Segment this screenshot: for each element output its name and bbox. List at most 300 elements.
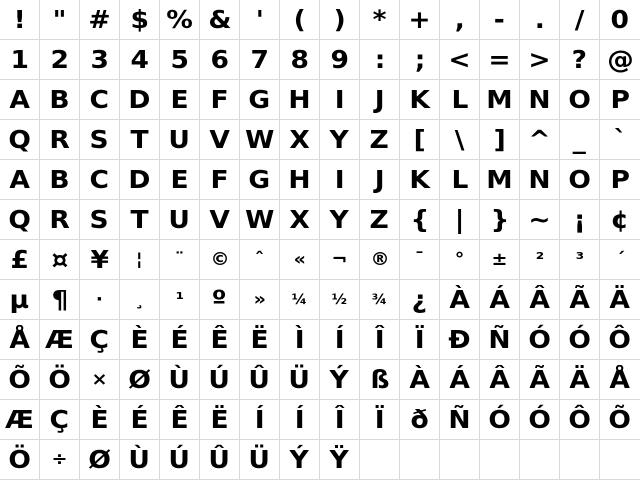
latin-small-h: H [288, 165, 311, 194]
less-than-sign: < [448, 45, 471, 74]
registered-sign: ® [369, 248, 390, 270]
digit-four: 4 [130, 45, 149, 74]
latin-small-i-diaeresis: Ï [374, 405, 385, 434]
latin-capital-p: P [610, 85, 630, 114]
percent-sign: % [166, 5, 193, 34]
glyph-cell [200, 40, 240, 80]
glyph-cell [560, 0, 600, 40]
glyph-cell [480, 0, 520, 40]
glyph-cell [280, 360, 320, 400]
latin-small-w: W [244, 205, 275, 234]
masculine-ordinal: º [212, 285, 227, 314]
glyph-cell [280, 120, 320, 160]
glyph-cell [600, 400, 640, 440]
glyph-cell [200, 120, 240, 160]
glyph-cell [240, 160, 280, 200]
vertical-line: | [454, 205, 465, 234]
latin-capital-w: W [244, 125, 275, 154]
broken-bar: ¦ [136, 248, 143, 270]
glyph-cell [360, 400, 400, 440]
glyph-cell [120, 440, 160, 480]
digit-five: 5 [170, 45, 189, 74]
comma: , [454, 5, 465, 34]
glyph-cell [0, 280, 40, 320]
exclamation-mark: ! [13, 5, 26, 34]
glyph-cell [400, 120, 440, 160]
glyph-cell [280, 80, 320, 120]
glyph-cell [80, 0, 120, 40]
glyph-cell [240, 120, 280, 160]
glyph-cell [0, 400, 40, 440]
latin-capital-a-circumflex: Â [529, 285, 550, 314]
latin-capital-h: H [288, 85, 311, 114]
glyph-cell [520, 0, 560, 40]
latin-capital-i-circumflex: Î [374, 325, 385, 354]
glyph-cell [560, 120, 600, 160]
latin-small-a: A [9, 165, 30, 194]
latin-small-n: N [528, 165, 551, 194]
glyph-cell [480, 120, 520, 160]
glyph-cell [80, 320, 120, 360]
glyph-cell [440, 280, 480, 320]
latin-small-l: L [451, 165, 468, 194]
glyph-cell [600, 200, 640, 240]
glyph-cell [440, 200, 480, 240]
latin-small-b: B [49, 165, 70, 194]
glyph-cell [320, 240, 360, 280]
pilcrow-sign: ¶ [51, 285, 68, 314]
latin-small-d: D [128, 165, 151, 194]
digit-zero: 0 [610, 5, 630, 34]
glyph-cell [400, 40, 440, 80]
latin-small-g: G [248, 165, 271, 194]
asterisk: * [372, 5, 387, 34]
glyph-cell [560, 80, 600, 120]
glyph-cell [560, 320, 600, 360]
left-square-bracket: [ [413, 125, 426, 154]
latin-small-u: U [168, 205, 191, 234]
glyph-cell [40, 40, 80, 80]
superscript-two: ² [535, 248, 544, 270]
latin-capital-a-grave: À [449, 285, 470, 314]
latin-capital-a-tilde: Ã [569, 285, 590, 314]
glyph-cell [80, 440, 120, 480]
latin-capital-o-stroke: Ø [128, 365, 151, 394]
glyph-cell [200, 280, 240, 320]
glyph-cell [280, 440, 320, 480]
low-line: _ [572, 125, 587, 154]
latin-small-o: O [568, 165, 591, 194]
latin-capital-ae: Æ [45, 325, 74, 354]
glyph-cell [0, 120, 40, 160]
glyph-cell [400, 240, 440, 280]
latin-capital-z: Z [369, 125, 390, 154]
latin-small-o-tilde: Õ [608, 405, 632, 434]
glyph-cell [80, 360, 120, 400]
glyph-cell [0, 40, 40, 80]
semicolon: ; [414, 45, 425, 74]
glyph-cell [160, 0, 200, 40]
glyph-cell [160, 160, 200, 200]
macron: ¯ [414, 248, 425, 270]
glyph-cell [240, 400, 280, 440]
latin-small-p: P [610, 165, 630, 194]
reverse-solidus: \ [454, 125, 465, 154]
glyph-cell [520, 280, 560, 320]
glyph-cell [40, 320, 80, 360]
glyph-cell [520, 200, 560, 240]
vulgar-fraction-one-quarter: ¼ [291, 291, 308, 308]
glyph-cell [600, 40, 640, 80]
pound-sign: £ [10, 245, 29, 274]
glyph-cell [160, 120, 200, 160]
latin-capital-u-acute: Ú [208, 365, 231, 394]
glyph-cell [240, 440, 280, 480]
latin-small-i-circumflex: Î [334, 405, 345, 434]
latin-capital-n-tilde: Ñ [488, 325, 511, 354]
glyph-cell [320, 320, 360, 360]
latin-capital-v: V [209, 125, 230, 154]
glyph-cell [40, 80, 80, 120]
latin-capital-u: U [168, 125, 191, 154]
glyph-cell [200, 80, 240, 120]
right-double-angle-quote: » [253, 288, 266, 310]
glyph-cell [400, 80, 440, 120]
glyph-cell [520, 320, 560, 360]
latin-small-s: S [89, 205, 110, 234]
glyph-cell [480, 360, 520, 400]
glyph-cell [160, 320, 200, 360]
latin-small-eth: ð [410, 405, 429, 434]
number-sign: # [88, 5, 111, 34]
glyph-cell [160, 400, 200, 440]
glyph-cell [120, 200, 160, 240]
glyph-cell [360, 40, 400, 80]
latin-capital-i-acute: Í [334, 325, 345, 354]
right-square-bracket: ] [493, 125, 506, 154]
latin-capital-b: B [49, 85, 70, 114]
latin-capital-a-ring: Å [9, 325, 30, 354]
glyph-cell [280, 240, 320, 280]
latin-small-m: M [486, 165, 513, 194]
colon: : [374, 45, 385, 74]
latin-small-e-acute: É [130, 405, 149, 434]
hyphen-minus: - [493, 5, 505, 34]
glyph-cell [480, 160, 520, 200]
glyph-cell [600, 360, 640, 400]
latin-capital-o-acute: Ó [528, 325, 551, 354]
glyph-cell [160, 200, 200, 240]
not-sign: ¬ [331, 248, 348, 270]
glyph-cell [280, 400, 320, 440]
glyph-cell [480, 320, 520, 360]
latin-capital-m: M [486, 85, 513, 114]
latin-small-c-cedilla: Ç [49, 405, 70, 434]
vulgar-fraction-one-half: ½ [331, 291, 348, 308]
latin-small-a-diaeresis: Ä [569, 365, 590, 394]
glyph-cell [280, 160, 320, 200]
glyph-cell [80, 120, 120, 160]
latin-capital-u-grave: Ù [168, 365, 191, 394]
latin-capital-x: X [289, 125, 310, 154]
glyph-cell [400, 0, 440, 40]
apostrophe: ' [255, 5, 264, 34]
latin-small-i-acute: Í [254, 405, 265, 434]
multiplication-sign: × [91, 368, 108, 390]
glyph-cell [80, 240, 120, 280]
latin-capital-s: S [89, 125, 110, 154]
latin-small-v: V [209, 205, 230, 234]
glyph-cell [440, 320, 480, 360]
glyph-cell [120, 40, 160, 80]
latin-capital-q: Q [8, 125, 31, 154]
glyph-cell [360, 320, 400, 360]
latin-small-o-acute: Ó [528, 405, 551, 434]
glyph-cell [240, 280, 280, 320]
glyph-cell [200, 240, 240, 280]
latin-capital-c-cedilla: Ç [89, 325, 110, 354]
glyph-cell [280, 200, 320, 240]
plus-minus-sign: ± [491, 248, 508, 270]
glyph-cell [160, 360, 200, 400]
superscript-one: ¹ [175, 288, 184, 310]
glyph-cell [520, 440, 560, 480]
glyph-cell [560, 360, 600, 400]
glyph-cell [600, 80, 640, 120]
glyph-cell [520, 160, 560, 200]
superscript-three: ³ [575, 248, 584, 270]
latin-small-f: F [210, 165, 229, 194]
glyph-cell [360, 0, 400, 40]
glyph-cell [0, 320, 40, 360]
glyph-cell [560, 280, 600, 320]
greater-than-sign: > [528, 45, 551, 74]
latin-capital-f: F [210, 85, 229, 114]
latin-capital-y: Y [329, 125, 350, 154]
left-double-angle-quote: « [293, 248, 306, 270]
latin-small-i-acute-2: Í [294, 405, 305, 434]
glyph-cell [240, 80, 280, 120]
glyph-cell [560, 440, 600, 480]
glyph-cell [440, 120, 480, 160]
ampersand: & [207, 5, 232, 34]
glyph-cell [280, 40, 320, 80]
copyright-sign: © [209, 248, 230, 270]
glyph-cell [320, 400, 360, 440]
glyph-cell [400, 280, 440, 320]
cent-sign: ¢ [610, 205, 630, 234]
latin-capital-o-circumflex: Ô [608, 325, 632, 354]
glyph-cell [200, 320, 240, 360]
glyph-cell [320, 440, 360, 480]
glyph-cell [160, 240, 200, 280]
glyph-cell [280, 320, 320, 360]
glyph-cell [440, 440, 480, 480]
latin-small-i: I [334, 165, 345, 194]
glyph-cell [160, 40, 200, 80]
latin-small-o-stroke: Ø [88, 445, 111, 474]
glyph-cell [400, 400, 440, 440]
glyph-cell [200, 400, 240, 440]
glyph-cell [600, 160, 640, 200]
latin-small-k: K [409, 165, 430, 194]
glyph-cell [480, 400, 520, 440]
tilde: ~ [528, 205, 551, 234]
glyph-cell [160, 440, 200, 480]
glyph-cell [120, 80, 160, 120]
latin-capital-e-circumflex: Ê [210, 325, 229, 354]
latin-capital-o: O [568, 85, 591, 114]
right-parenthesis: ) [333, 5, 346, 34]
quotation-mark: " [52, 5, 67, 34]
latin-capital-d: D [128, 85, 151, 114]
glyph-cell [240, 240, 280, 280]
glyph-cell [600, 0, 640, 40]
glyph-cell [280, 0, 320, 40]
equals-sign: = [488, 45, 511, 74]
diaeresis: ¨ [174, 248, 185, 270]
glyph-cell [360, 280, 400, 320]
latin-capital-i: I [334, 85, 345, 114]
latin-capital-e: E [170, 85, 189, 114]
vulgar-fraction-three-quarters: ¾ [371, 291, 388, 308]
glyph-cell [400, 200, 440, 240]
latin-small-u-grave: Ù [128, 445, 151, 474]
modifier-circumflex: ˆ [254, 248, 265, 270]
glyph-cell [600, 120, 640, 160]
digit-two: 2 [50, 45, 69, 74]
latin-capital-eth: Ð [448, 325, 471, 354]
glyph-cell [120, 240, 160, 280]
glyph-cell [80, 200, 120, 240]
glyph-cell [40, 360, 80, 400]
glyph-cell [80, 160, 120, 200]
latin-small-y-diaeresis: Ÿ [329, 445, 350, 474]
digit-six: 6 [210, 45, 229, 74]
latin-capital-j: J [374, 85, 385, 114]
latin-small-a-tilde: Ã [529, 365, 550, 394]
glyph-cell [0, 0, 40, 40]
question-mark: ? [571, 45, 588, 74]
latin-small-a-acute: Á [449, 365, 470, 394]
glyph-cell [400, 440, 440, 480]
glyph-cell [560, 40, 600, 80]
glyph-cell [40, 0, 80, 40]
glyph-cell [440, 160, 480, 200]
latin-small-sharp-s: ß [369, 365, 390, 394]
degree-sign: ° [454, 248, 465, 270]
glyph-cell [40, 200, 80, 240]
latin-small-z: Z [369, 205, 390, 234]
latin-small-c: C [89, 165, 110, 194]
latin-small-y: Y [329, 205, 350, 234]
latin-capital-e-acute: É [170, 325, 189, 354]
left-parenthesis: ( [293, 5, 306, 34]
glyph-cell [440, 40, 480, 80]
glyph-cell [0, 80, 40, 120]
glyph-cell [320, 40, 360, 80]
glyph-cell [120, 0, 160, 40]
micro-sign: µ [9, 285, 30, 314]
currency-sign: ¤ [51, 245, 68, 274]
latin-capital-e-grave: È [130, 325, 149, 354]
glyph-cell [320, 200, 360, 240]
latin-small-n-tilde: Ñ [448, 405, 471, 434]
glyph-cell [80, 80, 120, 120]
glyph-cell [360, 240, 400, 280]
glyph-cell [320, 360, 360, 400]
latin-capital-n: N [528, 85, 551, 114]
glyph-cell [440, 0, 480, 40]
commercial-at: @ [606, 45, 634, 74]
glyph-cell [360, 80, 400, 120]
glyph-cell [480, 200, 520, 240]
glyph-cell [240, 200, 280, 240]
latin-capital-u-circumflex: Û [248, 365, 271, 394]
glyph-cell [440, 240, 480, 280]
solidus: / [574, 5, 585, 34]
latin-capital-o-diaeresis: Ö [48, 365, 71, 394]
division-sign: ÷ [51, 448, 68, 470]
glyph-cell [80, 40, 120, 80]
latin-capital-e-diaeresis: Ë [250, 325, 269, 354]
glyph-cell [440, 360, 480, 400]
glyph-cell [600, 320, 640, 360]
glyph-cell [200, 360, 240, 400]
circumflex-accent: ^ [528, 125, 551, 154]
glyph-cell [480, 80, 520, 120]
digit-one: 1 [10, 45, 29, 74]
glyph-cell [320, 280, 360, 320]
glyph-cell [160, 280, 200, 320]
latin-capital-i-diaeresis: Ï [414, 325, 425, 354]
latin-capital-l: L [451, 85, 468, 114]
latin-capital-a-acute: Á [489, 285, 510, 314]
latin-small-e-circumflex: Ê [170, 405, 189, 434]
latin-small-r: R [49, 205, 70, 234]
glyph-cell [520, 240, 560, 280]
inverted-exclamation-mark: ¡ [573, 205, 586, 234]
latin-small-e: E [170, 165, 189, 194]
glyph-cell [240, 320, 280, 360]
glyph-cell [400, 360, 440, 400]
glyph-cell [0, 200, 40, 240]
latin-small-e-diaeresis: Ë [210, 405, 229, 434]
glyph-cell [120, 160, 160, 200]
latin-small-ae: Æ [5, 405, 34, 434]
glyph-cell [520, 360, 560, 400]
plus-sign: + [408, 5, 431, 34]
glyph-cell [40, 240, 80, 280]
latin-capital-r: R [49, 125, 70, 154]
dollar-sign: $ [130, 5, 149, 34]
glyph-cell [600, 440, 640, 480]
latin-small-x: X [289, 205, 310, 234]
latin-capital-o-acute-2: Ó [568, 325, 591, 354]
glyph-cell [80, 400, 120, 440]
glyph-cell [120, 280, 160, 320]
glyph-cell [320, 0, 360, 40]
latin-small-a-ring: Å [609, 365, 631, 394]
glyph-cell [320, 120, 360, 160]
glyph-cell [120, 120, 160, 160]
left-curly-bracket: { [410, 205, 429, 234]
glyph-cell [600, 240, 640, 280]
latin-capital-t: T [130, 125, 149, 154]
glyph-cell [0, 240, 40, 280]
latin-small-u-acute: Ú [168, 445, 191, 474]
digit-three: 3 [90, 45, 109, 74]
